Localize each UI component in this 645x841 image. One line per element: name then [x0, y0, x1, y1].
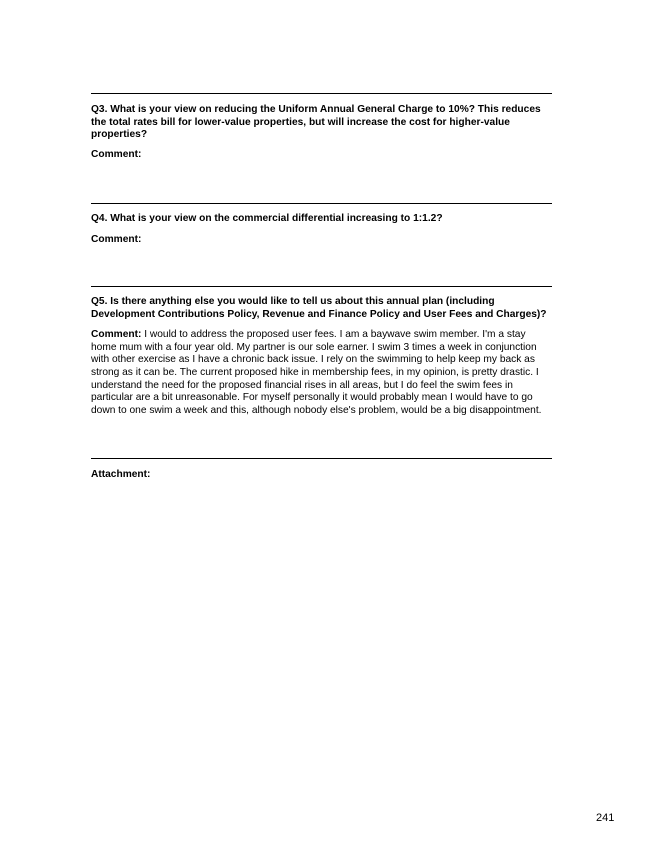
question-3-comment [91, 149, 553, 162]
question-4-comment-label: Comment: [91, 233, 142, 245]
question-5-comment-label: Comment: [91, 329, 142, 341]
question-4-comment [91, 234, 553, 247]
question-5-comment-text: I would to address the proposed user fees. I am a baywave swim member. I'm a stay home mum with a four year old. My partner is our sole earner. I swim 3 times a week in conjunction with other exercise as I have a chronic back issue. I rely on the swimming to help keep my back as strong as it can be. The current proposed hike in membership fees, in my opinion, is pretty drastic. I understand the need for the proposed financial rises in all areas, but I do feel the swim fees in particular are a bit unreasonable. For myself personally it would probably mean I would have to go down to one swim a week and this, although nobody else's problem, would be a big disappointment. [91, 329, 542, 416]
question-4-text: Q4. What is your view on the commercial differential increasing to 1:1.2? [91, 213, 443, 224]
question-5-comment [91, 329, 553, 417]
section-divider [91, 286, 552, 287]
attachment-label: Attachment: [91, 469, 151, 480]
question-5-text: Q5. Is there anything else you would like to tell us about this annual plan (including Development Contributions Policy, Revenue and Finance Policy and User Fees and Charges)? [91, 296, 547, 320]
question-3-text: Q3. What is your view on reducing the Uniform Annual General Charge to 10%? This reduces the total rates bill for lower-value properties, but will increase the cost for higher-value properties? [91, 104, 541, 141]
attachment-section [91, 469, 553, 482]
question-3-comment-label: Comment: [91, 148, 142, 160]
section-divider [91, 93, 552, 94]
question-5-section [91, 296, 553, 417]
question-3-section [91, 104, 553, 161]
question-4-section [91, 213, 553, 246]
page-number: 241 [596, 812, 615, 824]
section-divider [91, 203, 552, 204]
section-divider [91, 458, 552, 459]
